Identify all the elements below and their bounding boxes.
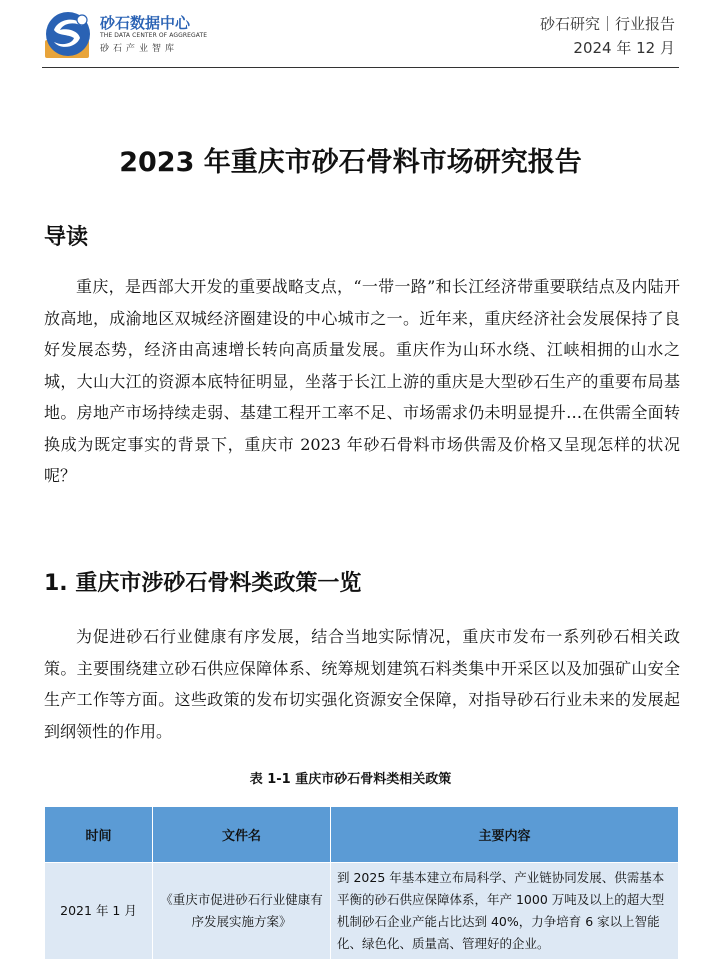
column-header-content: 主要内容 bbox=[331, 807, 679, 863]
logo-mark-icon bbox=[42, 10, 94, 60]
cell-time: 2021 年 1 月 bbox=[45, 863, 153, 960]
document-title: 2023 年重庆市砂石骨料市场研究报告 bbox=[119, 147, 582, 178]
logo-subtitle: 砂石产业智库 bbox=[100, 44, 179, 54]
header-date: 2024 年 12 月 bbox=[573, 39, 675, 57]
table-caption: 表 1-1 重庆市砂石骨料类相关政策 bbox=[249, 772, 452, 787]
table-header-row bbox=[45, 807, 679, 863]
cell-content: 到 2025 年基本建立布局科学、产业链协同发展、供需基本平衡的砂石供应保障体系，年产 1000 万吨及以上的超大型机制砂石企业产能占比达到 40%，力争培育 6 家以上智能化、绿色化、质量高、管理好的企业。 bbox=[331, 863, 679, 960]
header-meta bbox=[540, 12, 675, 60]
table-row bbox=[45, 863, 679, 960]
intro-paragraph: 重庆，是西部大开发的重要战略支点，“一带一路”和长江经济带重要联结点及内陆开放高地，成渝地区双城经济圈建设的中心城市之一。近年来，重庆经济社会发展保持了良好发展态势，经济由高速增长转向高质量发展。重庆作为山环水绕、江峡相拥的山水之城，大山大江的资源本底特征明显，坐落于长江上游的重庆是大型砂石生产的重要布局基地。房地产市场持续走弱、基建工程开工率不足、市场需求仍未明显提升…在供需全面转换成为既定事实的背景下，重庆市 2023 年砂石骨料市场供需及价格又呈现怎样的状况呢？ bbox=[44, 277, 680, 485]
cell-file: 《重庆市促进砂石行业健康有序发展实施方案》 bbox=[153, 863, 331, 960]
section-1-paragraph: 为促进砂石行业健康有序发展，结合当地实际情况，重庆市发布一系列砂石相关政策。主要围绕建立砂石供应保障体系、统筹规划建筑石料类集中开采区以及加强矿山安全生产工作等方面。这些政策的发布切实强化资源安全保障，对指导砂石行业未来的发展起到纲领性的作用。 bbox=[44, 627, 680, 741]
column-header-file: 文件名 bbox=[153, 807, 331, 863]
logo bbox=[42, 10, 217, 60]
intro-heading: 导读 bbox=[44, 225, 89, 250]
page-header bbox=[0, 0, 701, 70]
header-divider bbox=[42, 67, 679, 68]
logo-english-name: THE DATA CENTER OF AGGREGATE bbox=[100, 32, 208, 39]
logo-title: 砂石数据中心 bbox=[100, 14, 191, 32]
policy-table bbox=[44, 806, 679, 960]
column-header-time: 时间 bbox=[45, 807, 153, 863]
section-1-heading: 1. 重庆市涉砂石骨料类政策一览 bbox=[44, 571, 362, 596]
header-category: 砂石研究｜行业报告 bbox=[539, 15, 675, 33]
